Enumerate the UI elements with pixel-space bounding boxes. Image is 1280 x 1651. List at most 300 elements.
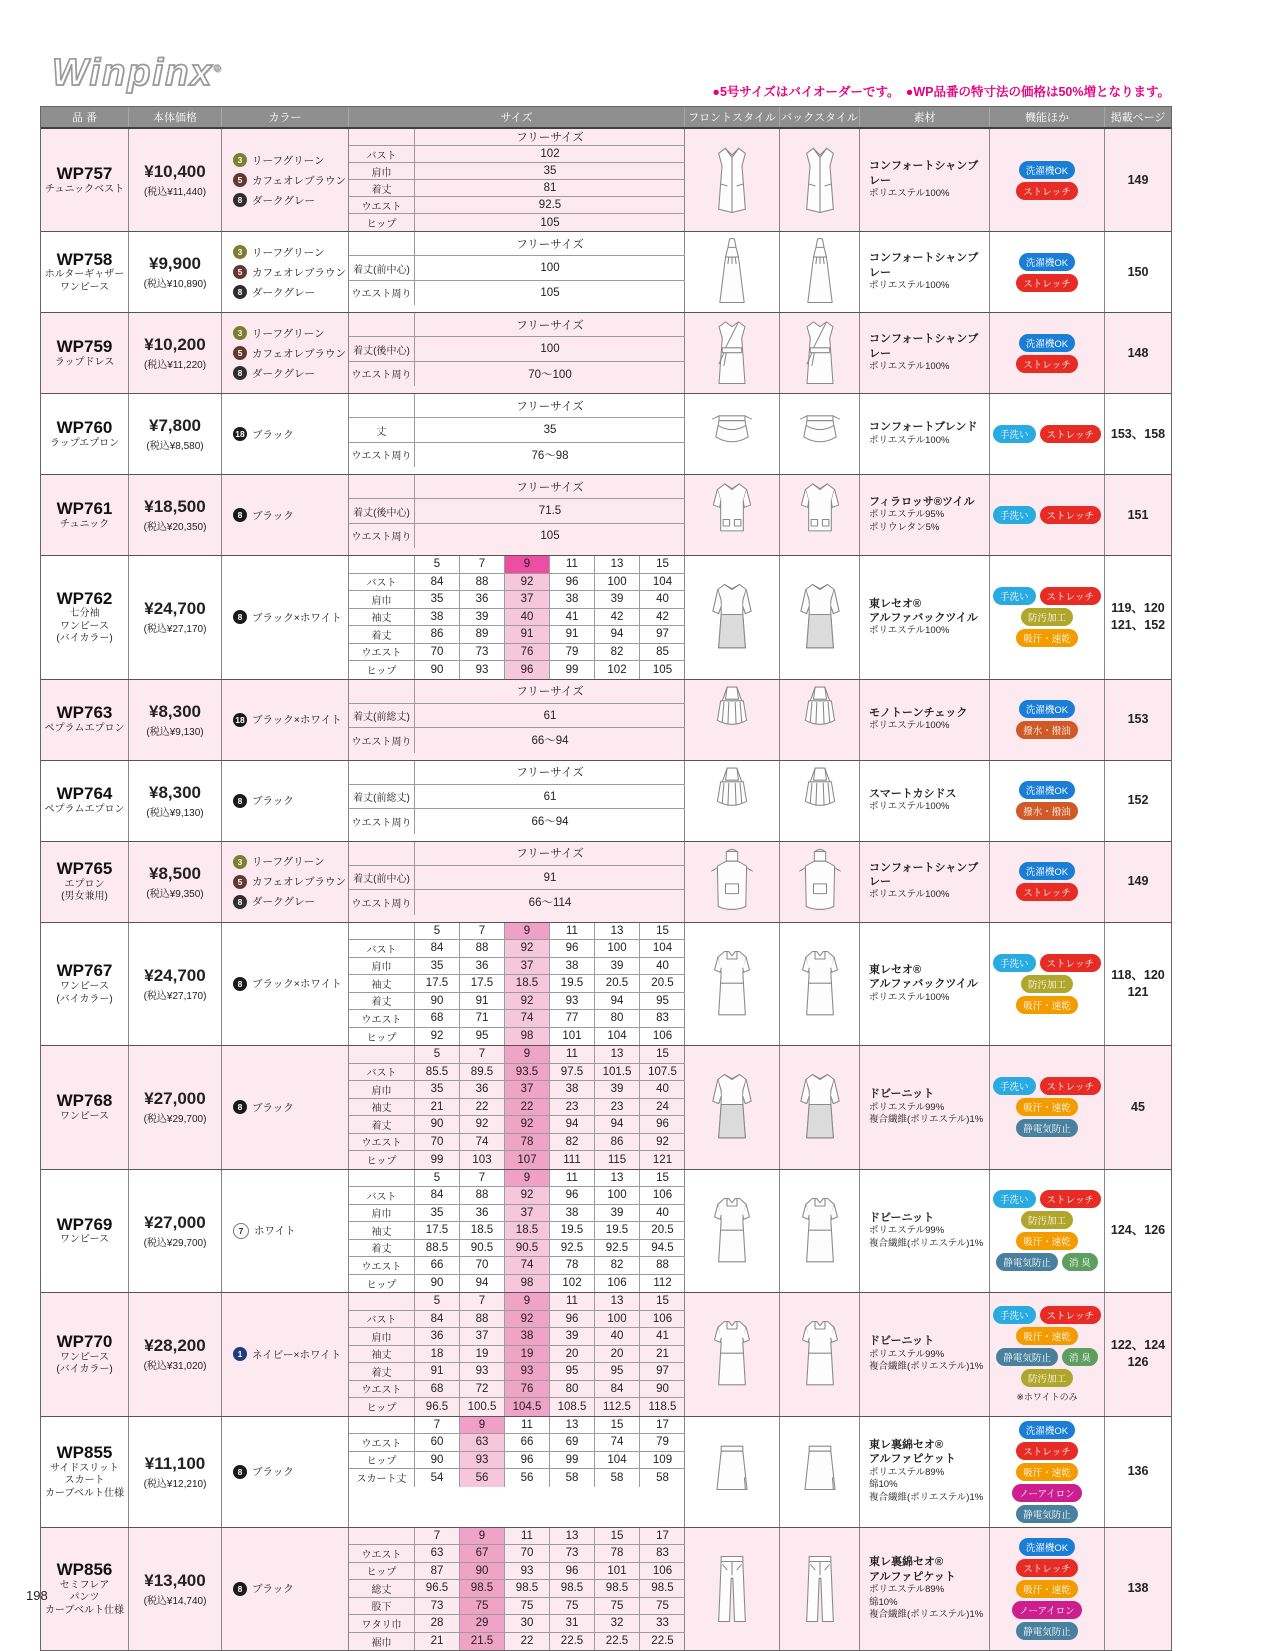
function-badge: 吸汗・速乾 bbox=[1016, 1098, 1078, 1116]
size-row bbox=[349, 180, 684, 197]
size-measure-label: ウエスト周り bbox=[349, 443, 415, 467]
size-measure-label bbox=[349, 313, 415, 337]
product-name: ワンピース bbox=[59, 281, 110, 293]
size-measure-label: 着丈 bbox=[349, 1116, 415, 1134]
size-header-row bbox=[349, 1293, 684, 1311]
page-ref: 148 bbox=[1127, 345, 1149, 360]
size-value: 20 bbox=[550, 1346, 595, 1364]
page-ref: 153 bbox=[1127, 712, 1149, 727]
material-composition: ポリエステル99% bbox=[869, 1101, 945, 1113]
size-value: 90 bbox=[460, 1563, 505, 1581]
price: ¥8,500 bbox=[149, 863, 201, 883]
color-label: リーフグリーン bbox=[252, 856, 325, 868]
color-option bbox=[233, 366, 315, 381]
col-header-color: カラー bbox=[222, 107, 349, 127]
function-badge: 消 臭 bbox=[1062, 1348, 1098, 1366]
size-value: 90.5 bbox=[460, 1240, 505, 1258]
col-header-product-code: 品 番 bbox=[41, 107, 129, 127]
size-row bbox=[349, 146, 684, 163]
product-code: WP760 bbox=[56, 417, 113, 437]
vest-back-illustration bbox=[795, 142, 845, 218]
page-ref-cell bbox=[1105, 680, 1171, 760]
size-value: 98.5 bbox=[550, 1580, 595, 1598]
page-ref-cell bbox=[1105, 556, 1171, 679]
size-header-row bbox=[349, 1417, 684, 1435]
size-row bbox=[349, 163, 684, 180]
page-ref: 122、124 bbox=[1110, 1338, 1166, 1353]
color-label: ブラック bbox=[252, 1583, 294, 1596]
price-cell bbox=[129, 475, 222, 555]
size-measure-label: 着丈 bbox=[349, 1363, 415, 1381]
size-measure-label bbox=[349, 680, 415, 704]
color-option bbox=[233, 173, 346, 188]
function-badge: 静電気防止 bbox=[1016, 1505, 1078, 1523]
color-swatch-icon: 5 bbox=[233, 173, 247, 187]
size-value: 100 bbox=[595, 1187, 640, 1205]
size-value: 19 bbox=[505, 1346, 550, 1364]
size-measure-label: ウエスト bbox=[349, 1545, 415, 1563]
product-row-WP768 bbox=[41, 1046, 1171, 1170]
function-cell bbox=[990, 1170, 1105, 1293]
size-row bbox=[349, 1134, 684, 1152]
product-id-cell bbox=[41, 1417, 129, 1527]
size-header-row bbox=[349, 556, 684, 574]
function-badge: 静電気防止 bbox=[1016, 1119, 1078, 1137]
size-value: 93.5 bbox=[505, 1064, 550, 1082]
function-badge: 消 臭 bbox=[1062, 1253, 1098, 1271]
function-cell bbox=[990, 475, 1105, 555]
size-value: 104 bbox=[640, 940, 685, 958]
color-swatch-icon: 8 bbox=[233, 794, 247, 808]
size-row bbox=[349, 1099, 684, 1117]
product-row-WP764 bbox=[41, 761, 1171, 842]
size-corner-blank bbox=[349, 1417, 415, 1435]
size-value: 81 bbox=[415, 180, 685, 197]
size-value: 20.5 bbox=[595, 975, 640, 993]
size-value: 22 bbox=[505, 1633, 550, 1651]
size-measure-label: 総丈 bbox=[349, 1580, 415, 1598]
size-value: 90 bbox=[640, 1381, 685, 1399]
function-badge: ノーアイロン bbox=[1012, 1484, 1081, 1502]
size-value: 74 bbox=[595, 1434, 640, 1452]
size-value: 97.5 bbox=[550, 1064, 595, 1082]
size-measure-label bbox=[349, 232, 415, 256]
back-style-cell bbox=[780, 1046, 860, 1169]
color-swatch-icon: 7 bbox=[233, 1223, 249, 1239]
color-label: ブラック×ホワイト bbox=[252, 714, 342, 726]
page-number: 198 bbox=[26, 1588, 48, 1603]
size-cell bbox=[349, 232, 685, 312]
color-cell bbox=[222, 556, 349, 679]
page-ref-cell bbox=[1105, 313, 1171, 393]
size-col-header: 11 bbox=[550, 1293, 595, 1311]
product-code: WP759 bbox=[56, 336, 113, 356]
price: ¥27,000 bbox=[144, 1212, 206, 1232]
size-value: 84 bbox=[415, 1187, 460, 1205]
size-value: 36 bbox=[460, 958, 505, 976]
color-swatch-icon: 8 bbox=[233, 977, 247, 991]
page-ref: 150 bbox=[1127, 264, 1149, 279]
size-value: 58 bbox=[550, 1469, 595, 1487]
size-value: 85.5 bbox=[415, 1064, 460, 1082]
tax-included-price: (税込¥9,130) bbox=[146, 726, 204, 738]
material-name: コンフォートシャンブレー bbox=[869, 160, 979, 187]
color-cell bbox=[222, 680, 349, 760]
color-option bbox=[233, 1581, 294, 1596]
page-ref-cell bbox=[1105, 1046, 1171, 1169]
size-value: 92 bbox=[505, 1311, 550, 1329]
size-value: 39 bbox=[595, 958, 640, 976]
function-badge: 洗濯機OK bbox=[1019, 1538, 1075, 1556]
size-measure-label: 着丈(前中心) bbox=[349, 866, 415, 890]
size-value: 84 bbox=[415, 940, 460, 958]
size-corner-blank bbox=[349, 1170, 415, 1188]
size-row bbox=[349, 661, 684, 679]
size-value: 96 bbox=[550, 1563, 595, 1581]
size-col-header: 15 bbox=[640, 1170, 685, 1188]
size-row bbox=[349, 940, 684, 958]
page-ref: 138 bbox=[1127, 1581, 1149, 1596]
size-row bbox=[349, 1240, 684, 1258]
size-value: 78 bbox=[505, 1134, 550, 1152]
dress34-back-illustration bbox=[795, 1069, 845, 1145]
color-option bbox=[233, 245, 324, 260]
size-value: 40 bbox=[640, 1205, 685, 1223]
material-composition: 綿10% bbox=[869, 1479, 898, 1491]
color-cell bbox=[222, 475, 349, 555]
function-cell bbox=[990, 129, 1105, 231]
size-col-header: 13 bbox=[550, 1417, 595, 1435]
product-code: WP762 bbox=[56, 588, 113, 608]
dress-back-illustration bbox=[795, 946, 845, 1022]
size-value: 37 bbox=[505, 1081, 550, 1099]
size-value: 88 bbox=[460, 574, 505, 592]
peplumapron-front-illustration bbox=[707, 683, 757, 756]
material-composition: ポリエステル100% bbox=[869, 991, 950, 1003]
size-corner-blank bbox=[349, 1293, 415, 1311]
size-value: 84 bbox=[415, 574, 460, 592]
size-measure-label: 着丈(前総丈) bbox=[349, 704, 415, 728]
product-code: WP768 bbox=[56, 1091, 113, 1111]
price: ¥7,800 bbox=[149, 416, 201, 435]
material-cell bbox=[860, 1170, 990, 1293]
size-value: 22 bbox=[460, 1099, 505, 1117]
size-value: 37 bbox=[505, 958, 550, 976]
color-cell bbox=[222, 232, 349, 312]
price: ¥24,700 bbox=[144, 965, 206, 985]
page-ref: 119、120 bbox=[1111, 601, 1165, 616]
size-value: 87 bbox=[415, 1563, 460, 1581]
size-measure-label: バスト bbox=[349, 574, 415, 592]
back-style-cell bbox=[780, 1170, 860, 1293]
size-value: 107 bbox=[505, 1151, 550, 1169]
size-value: 118.5 bbox=[648, 1400, 677, 1413]
back-style-cell bbox=[780, 761, 860, 841]
size-cell bbox=[349, 923, 685, 1046]
front-style-cell bbox=[685, 1417, 780, 1527]
size-value: 24 bbox=[640, 1099, 685, 1117]
size-measure-label: 肩巾 bbox=[349, 1205, 415, 1223]
size-col-header: 9 bbox=[460, 1417, 505, 1435]
dress-back-illustration bbox=[795, 1193, 845, 1269]
size-measure-label: バスト bbox=[349, 1187, 415, 1205]
back-style-cell bbox=[780, 313, 860, 393]
size-col-header: 15 bbox=[640, 923, 685, 941]
color-cell bbox=[222, 313, 349, 393]
size-value: 35 bbox=[415, 163, 685, 180]
page-ref-cell bbox=[1105, 842, 1171, 922]
size-value: 91 bbox=[505, 626, 550, 644]
size-row bbox=[349, 418, 684, 442]
product-id-cell bbox=[41, 1170, 129, 1293]
material-composition: ポリエステル100% bbox=[869, 889, 950, 901]
size-row bbox=[349, 1633, 684, 1651]
size-value: 33 bbox=[640, 1615, 685, 1633]
size-value: 76 bbox=[505, 1381, 550, 1399]
size-value: 94 bbox=[595, 1116, 640, 1134]
page-ref: 121 bbox=[1127, 984, 1149, 999]
material-composition: ポリエステル100% bbox=[869, 625, 950, 637]
material-cell bbox=[860, 1528, 990, 1651]
size-measure-label bbox=[349, 761, 415, 785]
function-badge: 防汚加工 bbox=[1021, 975, 1073, 993]
color-option bbox=[233, 285, 315, 300]
size-value: 84 bbox=[595, 1381, 640, 1399]
peplumapron-back-illustration bbox=[795, 683, 845, 756]
product-code: WP764 bbox=[56, 784, 113, 804]
size-measure-label: ウエスト周り bbox=[349, 890, 415, 914]
product-id-cell bbox=[41, 1046, 129, 1169]
waistapron-front-illustration bbox=[707, 398, 757, 471]
size-col-header: 9 bbox=[460, 1528, 505, 1546]
size-col-header: 9 bbox=[505, 923, 550, 941]
tunic-front-illustration bbox=[707, 479, 757, 552]
product-row-WP763 bbox=[41, 680, 1171, 761]
color-label: ブラック×ホワイト bbox=[252, 611, 342, 624]
material-composition: ポリエステル100% bbox=[869, 801, 950, 813]
waistapron-back-illustration bbox=[795, 398, 845, 471]
function-badge: ストレッチ bbox=[1040, 1190, 1101, 1208]
size-row bbox=[349, 1010, 684, 1028]
color-label: リーフグリーン bbox=[252, 327, 325, 340]
color-swatch-icon: 3 bbox=[233, 326, 247, 340]
tax-included-price: (税込¥31,020) bbox=[143, 1361, 207, 1373]
size-value: 68 bbox=[415, 1010, 460, 1028]
color-swatch-icon: 5 bbox=[233, 875, 247, 889]
size-value: 40 bbox=[640, 591, 685, 609]
function-badge: 手洗い bbox=[993, 1190, 1036, 1208]
size-measure-label: 袖丈 bbox=[349, 609, 415, 627]
color-label: ホワイト bbox=[254, 1225, 296, 1238]
size-measure-label: ヒップ bbox=[349, 1028, 415, 1046]
size-cell bbox=[349, 1170, 685, 1293]
material-composition: ポリエステル99% bbox=[869, 1348, 945, 1360]
size-value: 92 bbox=[505, 1187, 550, 1205]
size-value: 63 bbox=[460, 1434, 505, 1452]
size-measure-label: 丈 bbox=[349, 418, 415, 442]
size-value: 58 bbox=[656, 1471, 669, 1484]
size-col-header: 15 bbox=[595, 1417, 640, 1435]
size-value: 92.5 bbox=[415, 197, 685, 214]
size-corner-blank bbox=[349, 556, 415, 574]
size-value: 76〜98 bbox=[531, 449, 569, 462]
registered-mark: ® bbox=[213, 63, 223, 75]
page-ref: 121、152 bbox=[1110, 618, 1166, 633]
color-cell bbox=[222, 761, 349, 841]
function-badge: 撥水・撥油 bbox=[1016, 802, 1078, 820]
function-badge: 防汚加工 bbox=[1021, 608, 1073, 626]
size-measure-label bbox=[349, 475, 415, 499]
function-badge: ストレッチ bbox=[1016, 182, 1077, 200]
size-value: 90 bbox=[415, 1116, 460, 1134]
product-id-cell bbox=[41, 129, 129, 231]
color-label: ブラック bbox=[252, 1101, 294, 1114]
size-measure-label: 袖丈 bbox=[349, 1099, 415, 1117]
tax-included-price: (税込¥27,170) bbox=[143, 990, 207, 1002]
size-value: 70 bbox=[505, 1545, 550, 1563]
product-name: ワンピース bbox=[59, 1110, 110, 1122]
size-value: 19.5 bbox=[550, 975, 595, 993]
size-value: 108.5 bbox=[550, 1398, 595, 1416]
price: ¥27,000 bbox=[144, 1089, 206, 1109]
material-name: 東レ裏綿セオ® bbox=[869, 1556, 944, 1569]
brand-logo: Winpinx® bbox=[52, 52, 223, 94]
bibapron-back-illustration bbox=[795, 845, 845, 918]
tax-included-price: (税込¥11,440) bbox=[143, 187, 207, 198]
size-value: フリーサイズ bbox=[415, 232, 685, 256]
page-ref-cell bbox=[1105, 1417, 1171, 1527]
color-label: ブラック×ホワイト bbox=[252, 978, 342, 991]
product-row-WP760 bbox=[41, 394, 1171, 475]
size-row bbox=[349, 958, 684, 976]
material-composition: 複合繊維(ポリエステル)1% bbox=[869, 1237, 984, 1249]
size-row bbox=[349, 785, 684, 809]
size-value: フリーサイズ bbox=[415, 680, 685, 704]
size-value: 93 bbox=[460, 661, 505, 679]
color-swatch-icon: 8 bbox=[233, 366, 247, 380]
color-label: ブラック bbox=[252, 795, 294, 807]
size-value: 39 bbox=[460, 609, 505, 627]
material-cell bbox=[860, 680, 990, 760]
material-name: 東レセオ® bbox=[869, 964, 922, 977]
product-id-cell bbox=[41, 923, 129, 1046]
size-value: 94 bbox=[460, 1275, 505, 1293]
skirt-back-illustration bbox=[795, 1434, 845, 1510]
back-style-cell bbox=[780, 1528, 860, 1651]
product-id-cell bbox=[41, 761, 129, 841]
dress34-front-illustration bbox=[707, 1069, 757, 1145]
size-value: 99 bbox=[550, 661, 595, 679]
color-cell bbox=[222, 1046, 349, 1169]
front-style-cell bbox=[685, 761, 780, 841]
size-value: 31 bbox=[550, 1615, 595, 1633]
material-cell bbox=[860, 313, 990, 393]
color-cell bbox=[222, 842, 349, 922]
function-badge: ストレッチ bbox=[1040, 506, 1101, 524]
back-style-cell bbox=[780, 842, 860, 922]
size-col-header: 11 bbox=[550, 1170, 595, 1188]
color-swatch-icon: 3 bbox=[233, 855, 247, 869]
size-value: 28 bbox=[415, 1615, 460, 1633]
size-row bbox=[349, 1563, 684, 1581]
size-row bbox=[349, 1580, 684, 1598]
product-row-WP769 bbox=[41, 1170, 1171, 1294]
size-value: 96 bbox=[550, 574, 595, 592]
page-ref-cell bbox=[1105, 129, 1171, 231]
size-col-header: 11 bbox=[505, 1528, 550, 1546]
size-value: 17.5 bbox=[415, 1222, 460, 1240]
size-value: 91 bbox=[460, 993, 505, 1011]
size-value: 37 bbox=[505, 1205, 550, 1223]
size-value: 18.5 bbox=[505, 1222, 550, 1240]
function-badge: 手洗い bbox=[993, 954, 1036, 972]
function-badge: ストレッチ bbox=[1016, 1442, 1077, 1460]
function-badge: ストレッチ bbox=[1016, 1559, 1077, 1577]
size-value: 40 bbox=[640, 1081, 685, 1099]
tunic-back-illustration bbox=[795, 479, 845, 552]
size-value: 98.5 bbox=[460, 1580, 505, 1598]
size-cell bbox=[349, 475, 685, 555]
dress-front-illustration bbox=[707, 1193, 757, 1269]
product-id-cell bbox=[41, 475, 129, 555]
size-value: 90.5 bbox=[505, 1240, 550, 1258]
size-value: 105 bbox=[652, 663, 673, 676]
size-value: 19.5 bbox=[550, 1222, 595, 1240]
size-row bbox=[349, 256, 684, 280]
color-cell bbox=[222, 1293, 349, 1416]
color-label: ダークグレー bbox=[252, 367, 315, 380]
tax-included-price: (税込¥29,700) bbox=[143, 1114, 207, 1126]
size-value: 40 bbox=[595, 1328, 640, 1346]
product-name: ワンピース bbox=[59, 1234, 110, 1246]
size-value: 89 bbox=[460, 626, 505, 644]
size-value: 66〜94 bbox=[531, 816, 569, 829]
size-value: 19 bbox=[460, 1346, 505, 1364]
size-measure-label: 着丈(前中心) bbox=[349, 256, 415, 280]
size-value: 18.5 bbox=[505, 975, 550, 993]
product-id-cell bbox=[41, 394, 129, 474]
size-measure-label: ウエスト周り bbox=[349, 281, 415, 305]
size-value: 19.5 bbox=[595, 1222, 640, 1240]
size-value: 83 bbox=[640, 1010, 685, 1028]
size-value: 41 bbox=[640, 1328, 685, 1346]
function-badge: 吸汗・速乾 bbox=[1016, 629, 1078, 647]
size-row bbox=[349, 842, 684, 866]
size-value: 88 bbox=[460, 940, 505, 958]
page-ref-cell bbox=[1105, 761, 1171, 841]
size-value: 70 bbox=[460, 1257, 505, 1275]
size-value: 95 bbox=[550, 1363, 595, 1381]
size-value: 104 bbox=[640, 574, 685, 592]
back-style-cell bbox=[780, 556, 860, 679]
size-value: 98.5 bbox=[640, 1580, 685, 1598]
size-col-header: 5 bbox=[415, 923, 460, 941]
material-cell bbox=[860, 842, 990, 922]
size-value: 22 bbox=[505, 1099, 550, 1117]
product-code: WP767 bbox=[56, 961, 113, 981]
size-value: 37 bbox=[460, 1328, 505, 1346]
material-name: フィラロッサ®ツイル bbox=[869, 496, 975, 509]
page-ref: 152 bbox=[1127, 793, 1149, 808]
material-cell bbox=[860, 232, 990, 312]
size-value: 35 bbox=[415, 418, 685, 442]
size-value: 71 bbox=[460, 1010, 505, 1028]
size-value: 100 bbox=[595, 574, 640, 592]
size-value: 102 bbox=[415, 146, 685, 163]
size-measure-label: ウエスト周り bbox=[349, 362, 415, 386]
tax-included-price: (税込¥20,350) bbox=[143, 522, 207, 533]
tax-included-price: (税込¥8,580) bbox=[146, 441, 204, 452]
